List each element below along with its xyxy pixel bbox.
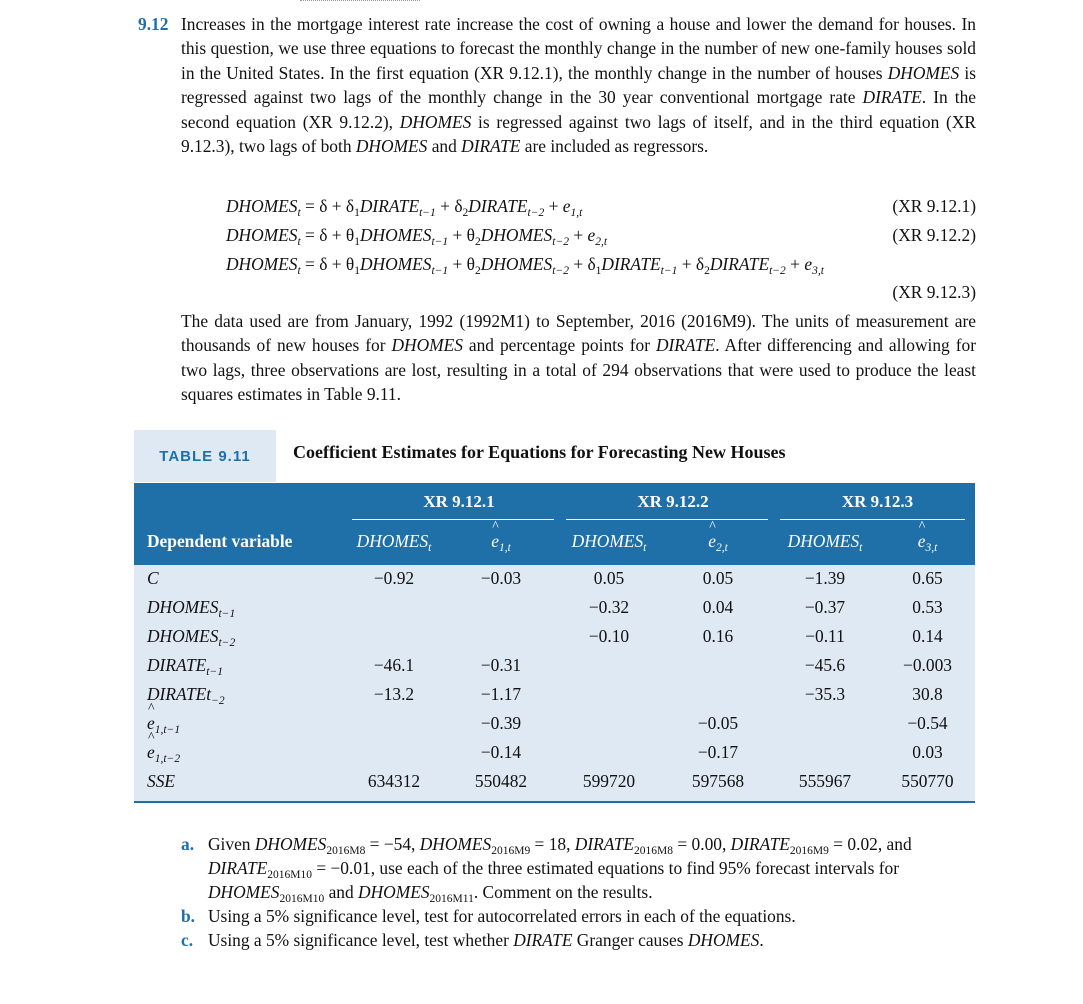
table-cell: 0.05 <box>593 568 625 588</box>
group-rule-2 <box>566 519 768 520</box>
text-run: + <box>785 254 805 274</box>
table-cell: −1.17 <box>480 684 522 704</box>
text-run: Using a 5% significance level, test for autocorrelated errors in each of the equations. <box>208 906 796 926</box>
italic-text: DIRATE <box>461 136 521 157</box>
table-row <box>134 565 975 594</box>
italic-text: DHOMES <box>391 335 463 356</box>
italic-text: ^ e <box>147 742 155 763</box>
table-label: TABLE 9.11 <box>134 430 276 482</box>
subscript: 2016M11 <box>429 893 474 905</box>
subscript: t <box>297 236 301 248</box>
text-run: and <box>427 136 462 157</box>
italic-text: DHOMES <box>480 254 553 274</box>
italic-text: DIRATE <box>359 196 420 216</box>
italic-text: DIRATEt <box>147 684 212 704</box>
row-label <box>147 626 235 647</box>
text-run: = −0.01, use each of the three estimated equations to find 95% forecast intervals for <box>311 858 900 878</box>
subscript: 2 <box>475 265 481 277</box>
subscript: 1,t−2 <box>154 753 181 765</box>
table-cell: −35.3 <box>804 684 846 704</box>
table-cell: 0.16 <box>702 626 734 646</box>
subscript: t−2 <box>769 265 786 277</box>
group-rule-1 <box>352 519 554 520</box>
equation-1-tag: (XR 9.12.1) <box>892 196 976 216</box>
text-run: + δ <box>435 196 463 216</box>
italic-text: DIRATE <box>655 335 716 356</box>
text-run: . In the second equation (XR 9.12.2), <box>181 87 976 132</box>
italic-text: DHOMES <box>887 62 960 83</box>
problem-9-12 <box>138 12 976 158</box>
equation-1-body <box>226 196 583 219</box>
table-cell: −46.1 <box>373 655 415 675</box>
italic-text: DHOMES <box>226 225 298 245</box>
subscript: 1 <box>595 265 602 277</box>
table-cell: −0.003 <box>903 655 952 675</box>
equations <box>226 194 976 302</box>
column-header <box>339 531 449 552</box>
italic-text: DHOMES <box>787 531 860 551</box>
table-row <box>134 652 975 681</box>
subscript: 2016M9 <box>491 845 531 857</box>
italic-text: DHOMES <box>208 882 280 902</box>
equation-3 <box>226 252 976 281</box>
subscript: t−1 <box>419 207 436 219</box>
subscript: t <box>643 542 647 554</box>
subscript: t−2 <box>218 637 236 649</box>
italic-text: DIRATE <box>513 930 573 950</box>
text-run: + δ <box>677 254 705 274</box>
data-paragraph <box>181 309 976 407</box>
italic-text: ^ e <box>147 713 155 734</box>
italic-text: DIRATE <box>601 254 661 274</box>
table-cell: 0.65 <box>912 568 943 588</box>
subscript: 2016M8 <box>326 845 366 857</box>
italic-text: DHOMES <box>399 111 472 132</box>
text-run: + <box>544 196 563 216</box>
text-run: Granger causes <box>572 930 688 950</box>
equation-2 <box>226 223 976 252</box>
table-cell: 555967 <box>798 771 852 791</box>
table-cell: −1.39 <box>804 568 846 588</box>
subscript: t <box>859 542 863 554</box>
question-letter: b. <box>181 906 196 926</box>
table-cell: 550770 <box>901 771 954 791</box>
table-cell: −0.92 <box>373 568 415 588</box>
subscript: t−1 <box>431 265 449 277</box>
column-header <box>668 531 768 552</box>
subscript: 1,t <box>570 207 583 219</box>
italic-text: DHOMES <box>571 531 644 551</box>
equation-1 <box>226 194 976 223</box>
table-cell: −0.10 <box>588 626 630 646</box>
italic-text: DHOMES <box>226 254 298 274</box>
italic-text: DHOMES <box>359 225 432 245</box>
subscript: 2 <box>704 265 710 277</box>
subscript: 2016M10 <box>267 869 312 881</box>
italic-text: ^ e <box>918 531 926 552</box>
equation-2-tag: (XR 9.12.2) <box>892 225 976 245</box>
subscript: t <box>297 265 301 277</box>
text-run: is regressed against two lags of the monthly change in the 30 year conventional mortgage rate <box>181 62 976 108</box>
text-run: + θ <box>448 225 476 245</box>
italic-text: DIRATE <box>709 254 770 274</box>
subscript: t−1 <box>660 265 678 277</box>
row-label <box>147 742 180 763</box>
subscript: 2 <box>475 236 481 248</box>
table-cell: 0.53 <box>912 597 943 617</box>
italic-text: DHOMES <box>147 626 219 646</box>
text-run: Using a 5% significance level, test whether <box>208 930 514 950</box>
table-cell: 0.04 <box>702 597 734 617</box>
text-run: The data used are from January, 1992 (1992M1) to September, 2016 (2016M9). The units of measurement are thousands of new houses for <box>181 311 976 356</box>
table-title: Coefficient Estimates for Equations for Forecasting New Houses <box>293 442 786 462</box>
subscript: 1,t <box>498 542 511 554</box>
table-cell: −0.31 <box>480 655 522 675</box>
subscript: t−2 <box>552 265 569 277</box>
equation-3-tag: (XR 9.12.3) <box>892 282 976 302</box>
text-run: . <box>759 930 764 950</box>
text-run: = 0.02, and <box>828 834 912 854</box>
text-run: . After differencing and allowing for two lags, three observations are lost, resulting in a total of 294 observations that were used to produce the least squares estimates in Table 9.11. <box>181 335 976 405</box>
table-cell: −0.32 <box>588 597 630 617</box>
subscript: 2016M10 <box>279 893 325 905</box>
italic-text: DHOMES <box>359 254 432 274</box>
subscript: 1,t−1 <box>154 724 181 736</box>
problem-number: 9.12 <box>138 14 169 34</box>
row-label <box>147 597 235 618</box>
dependent-variable-label: Dependent variable <box>147 531 293 551</box>
italic-text: ^ e <box>708 531 716 552</box>
group-rule-3 <box>780 519 965 520</box>
question-text <box>208 906 796 926</box>
column-header <box>770 531 880 552</box>
table-row <box>134 710 975 739</box>
subscript: t <box>428 542 432 554</box>
page-top-rule <box>300 0 420 3</box>
table-cell: 30.8 <box>912 684 943 704</box>
table-cell: −0.39 <box>480 713 522 733</box>
italic-text: DIRATE <box>468 196 528 216</box>
italic-text: DIRATE <box>862 87 922 108</box>
italic-text: e <box>587 225 596 245</box>
subscript: t−2 <box>552 236 569 248</box>
table-bottom-rule <box>134 801 975 803</box>
subscript: t <box>297 207 301 219</box>
italic-text: SSE <box>147 771 176 791</box>
italic-text: DHOMES <box>355 136 428 157</box>
subscript: 3,t <box>812 265 824 277</box>
text-run: = δ + δ <box>300 196 355 216</box>
subscript: 1 <box>354 236 360 248</box>
equation-2-body <box>226 225 608 248</box>
subscript: 2 <box>462 207 469 219</box>
italic-text: DHOMES <box>480 225 553 245</box>
italic-text: DHOMES <box>147 597 219 617</box>
group-header-1: XR 9.12.1 <box>423 492 495 511</box>
italic-text: ^ e <box>491 531 499 552</box>
column-header <box>451 531 551 552</box>
row-label <box>147 568 159 589</box>
text-run: and percentage points for <box>462 335 656 356</box>
problem-intro <box>181 12 976 158</box>
question-item <box>181 904 976 928</box>
subscript: 1 <box>354 265 360 277</box>
subscript: t−1 <box>218 608 236 620</box>
column-header <box>880 531 975 552</box>
subscript: −2 <box>211 695 225 707</box>
text-run: = δ + θ <box>300 254 355 274</box>
question-text <box>208 930 764 950</box>
question-item <box>181 928 976 952</box>
italic-text: DHOMES <box>419 834 492 854</box>
subscript: t−1 <box>431 236 449 248</box>
group-header-2: XR 9.12.2 <box>637 492 709 511</box>
text-run: = 0.00, <box>673 834 731 854</box>
table-cell: 597568 <box>691 771 745 791</box>
subscript: t−2 <box>527 207 545 219</box>
subscript: 1 <box>354 207 360 219</box>
questions <box>181 832 976 952</box>
text-run: is regressed against two lags of itself, and in the third equation (XR 9.12.3), two lags of both <box>181 111 976 157</box>
subscript: 3,t <box>925 542 938 554</box>
text-run: and <box>324 882 359 902</box>
subscript: t−1 <box>206 666 223 678</box>
table-cell: −13.2 <box>373 684 415 704</box>
italic-text: e <box>562 196 571 216</box>
text-run: + δ <box>568 254 596 274</box>
table-row <box>134 739 975 768</box>
table-cell: −45.6 <box>804 655 846 675</box>
italic-text: DIRATE <box>574 834 635 854</box>
table-cell: −0.14 <box>480 742 522 762</box>
text-run: . Comment on the results. <box>473 882 653 902</box>
italic-text: DHOMES <box>358 882 430 902</box>
subscript: 2016M9 <box>789 845 829 857</box>
text-run: = 18, <box>530 834 575 854</box>
text-run: are included as regressors. <box>520 136 709 157</box>
text-run: + θ <box>448 254 476 274</box>
column-header <box>552 531 666 552</box>
question-item <box>181 832 976 904</box>
question-letter: a. <box>181 834 195 854</box>
row-label <box>147 655 223 676</box>
subscript: 2,t <box>715 542 728 554</box>
text-run: + <box>568 225 588 245</box>
italic-text: DHOMES <box>687 930 760 950</box>
subscript: 2016M8 <box>634 845 674 857</box>
table-cell: −0.03 <box>480 568 522 588</box>
italic-text: e <box>804 254 813 274</box>
italic-text: DIRATE <box>730 834 790 854</box>
group-header-3: XR 9.12.3 <box>841 492 914 511</box>
question-letter: c. <box>181 930 194 950</box>
table-cell: 550482 <box>474 771 528 791</box>
table-cell: −0.05 <box>697 713 739 733</box>
table-row <box>134 623 975 652</box>
table-cell: 634312 <box>367 771 421 791</box>
table-cell: −0.11 <box>805 626 845 646</box>
table-cell: 0.05 <box>702 568 734 588</box>
table-cell: 599720 <box>582 771 636 791</box>
text-run: = −54, <box>365 834 420 854</box>
text-run: Increases in the mortgage interest rate increase the cost of owning a house and lower the demand for houses. In this question, we use three equations to forecast the monthly change in the number of new one-family houses sold in the United States. In the first equation (XR 9.12.1), the monthly change in the number of houses <box>181 14 976 83</box>
italic-text: C <box>147 568 159 588</box>
row-label <box>147 771 175 792</box>
italic-text: DHOMES <box>226 196 298 216</box>
text-run: Given <box>208 834 255 854</box>
table-body <box>134 565 975 801</box>
table-cell: −0.54 <box>907 713 948 733</box>
table-cell: 0.14 <box>912 626 943 646</box>
italic-text: DHOMES <box>356 531 429 551</box>
table-header <box>134 483 975 565</box>
italic-text: DIRATE <box>147 655 207 675</box>
table-row <box>134 681 975 710</box>
italic-text: DIRATE <box>208 858 268 878</box>
equation-3-body <box>226 254 824 277</box>
table-cell: −0.37 <box>804 597 846 617</box>
table-cell: −0.17 <box>697 742 739 762</box>
subscript: 2,t <box>595 236 608 248</box>
table-row <box>134 594 975 623</box>
row-label <box>147 684 225 705</box>
table-row <box>134 768 975 797</box>
italic-text: DHOMES <box>254 834 327 854</box>
table-cell: 0.03 <box>912 742 943 762</box>
question-text <box>208 834 912 905</box>
text-run: = δ + θ <box>300 225 355 245</box>
